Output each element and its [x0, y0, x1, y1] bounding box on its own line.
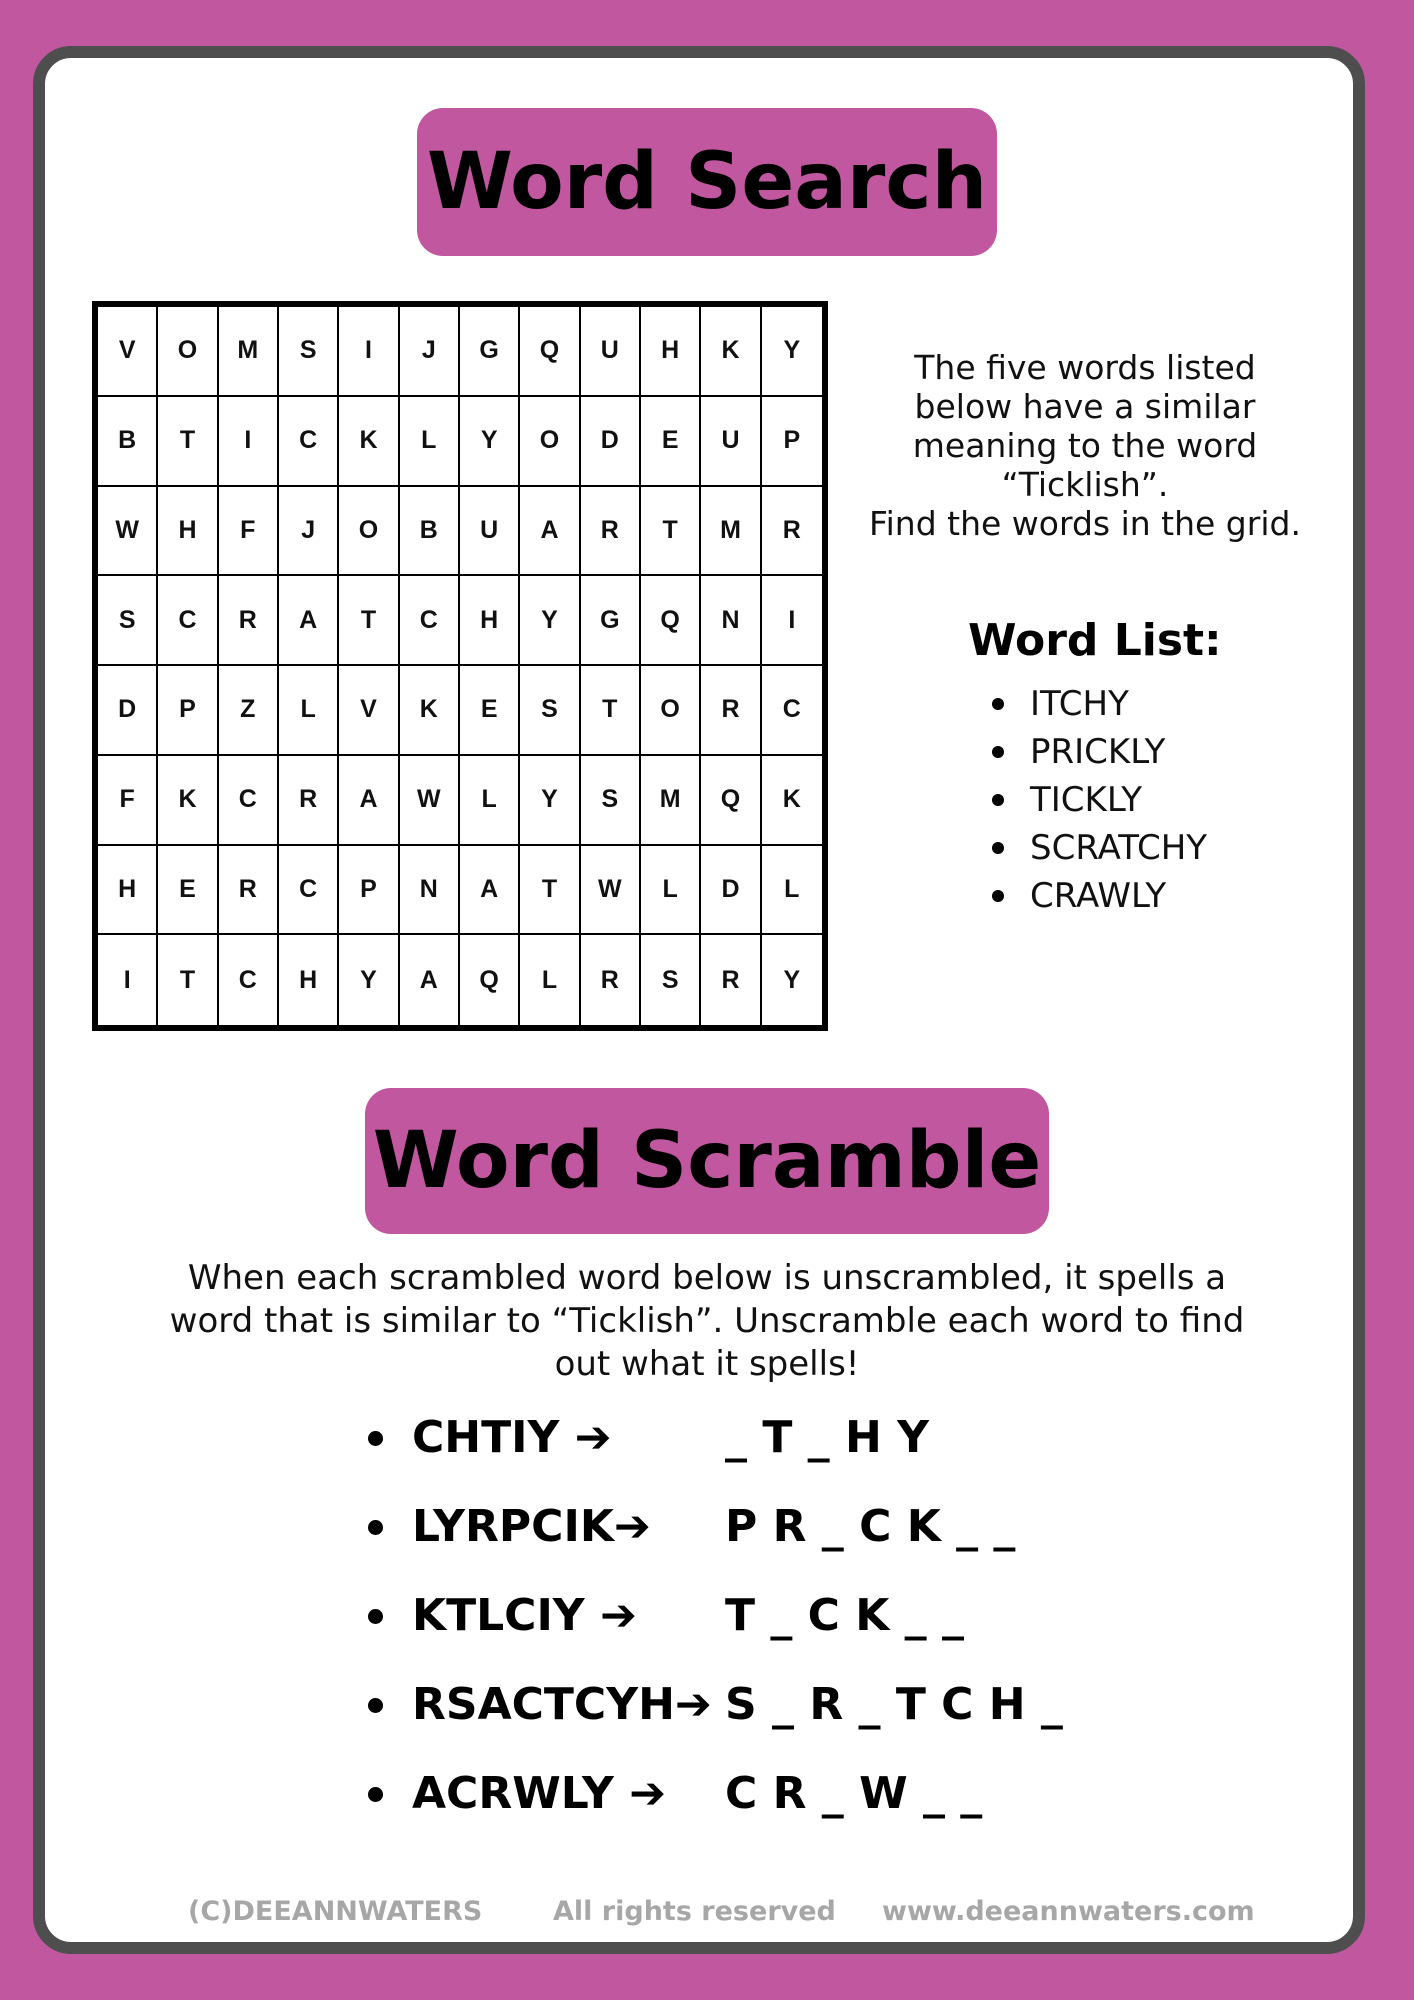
instruction-line: below have a similar [914, 387, 1256, 426]
bullet-icon [368, 1609, 383, 1624]
grid-cell: T [158, 935, 218, 1025]
bullet-icon [368, 1698, 383, 1713]
word-list-item [990, 680, 1207, 728]
grid-cell: S [279, 307, 339, 397]
grid-cell: C [219, 756, 279, 846]
grid-cell: R [701, 935, 761, 1025]
grid-cell: N [701, 576, 761, 666]
grid-cell: R [219, 846, 279, 936]
grid-cell: B [98, 397, 158, 487]
grid-cell: W [581, 846, 641, 936]
bullet-icon [992, 746, 1004, 758]
grid-cell: G [581, 576, 641, 666]
word-search-title: Word Search [417, 108, 997, 256]
grid-cell: M [219, 307, 279, 397]
grid-cell: P [762, 397, 822, 487]
grid-cell: W [400, 756, 460, 846]
grid-cell: V [98, 307, 158, 397]
grid-cell: T [158, 397, 218, 487]
grid-cell: V [339, 666, 399, 756]
grid-cell: N [400, 846, 460, 936]
grid-cell: I [762, 576, 822, 666]
grid-cell: C [219, 935, 279, 1025]
grid-cell: R [701, 666, 761, 756]
word-search-instructions [855, 348, 1315, 543]
bullet-icon [992, 842, 1004, 854]
word-list [990, 680, 1207, 920]
intro-line: out what it spells! [554, 1344, 860, 1384]
bullet-icon [368, 1520, 383, 1535]
grid-cell: R [219, 576, 279, 666]
grid-cell: R [762, 487, 822, 577]
word-scramble-intro [140, 1257, 1274, 1386]
grid-cell: K [400, 666, 460, 756]
grid-cell: Q [460, 935, 520, 1025]
word-list-heading: Word List: [968, 615, 1222, 666]
grid-cell: U [460, 487, 520, 577]
bullet-icon [992, 890, 1004, 902]
grid-cell: S [520, 666, 580, 756]
grid-cell: E [641, 397, 701, 487]
grid-cell: D [701, 846, 761, 936]
grid-cell: Y [460, 397, 520, 487]
grid-cell: K [701, 307, 761, 397]
intro-line: When each scrambled word below is unscrambled, it spells a [187, 1258, 1227, 1298]
grid-cell: F [98, 756, 158, 846]
bullet-icon [368, 1431, 383, 1446]
grid-cell: C [158, 576, 218, 666]
grid-cell: O [339, 487, 399, 577]
word-list-text: PRICKLY [1030, 732, 1166, 772]
grid-cell: Y [762, 307, 822, 397]
instruction-line: meaning to the word [912, 426, 1258, 465]
grid-cell: M [641, 756, 701, 846]
grid-cell: Q [641, 576, 701, 666]
grid-cell: H [641, 307, 701, 397]
word-list-text: SCRATCHY [1030, 828, 1208, 868]
grid-cell: Y [520, 576, 580, 666]
answer-hint: _ T _ H Y [725, 1412, 929, 1463]
grid-cell: O [641, 666, 701, 756]
scrambled-word: ACRWLY ➔ [412, 1768, 666, 1819]
grid-cell: I [98, 935, 158, 1025]
grid-cell: T [581, 666, 641, 756]
bullet-icon [992, 794, 1004, 806]
word-list-item [990, 776, 1207, 824]
grid-cell: T [520, 846, 580, 936]
grid-cell: L [520, 935, 580, 1025]
answer-hint: S _ R _ T C H _ [725, 1679, 1063, 1730]
scrambled-word: KTLCIY ➔ [412, 1590, 637, 1641]
grid-cell: K [158, 756, 218, 846]
grid-cell: K [762, 756, 822, 846]
grid-cell: Z [219, 666, 279, 756]
word-list-item [990, 728, 1207, 776]
grid-cell: D [581, 397, 641, 487]
grid-cell: C [400, 576, 460, 666]
word-list-text: ITCHY [1030, 684, 1129, 724]
grid-cell: C [762, 666, 822, 756]
grid-cell: T [339, 576, 399, 666]
grid-cell: R [581, 487, 641, 577]
instruction-line: “Ticklish”. [1001, 465, 1169, 504]
scrambled-word: RSACTCYH➔ [412, 1679, 712, 1730]
answer-hint: T _ C K _ _ [725, 1590, 964, 1641]
grid-cell: J [279, 487, 339, 577]
footer-copyright: (C)DEEANNWATERS [188, 1896, 483, 1927]
grid-cell: R [581, 935, 641, 1025]
grid-cell: A [520, 487, 580, 577]
grid-cell: Y [339, 935, 399, 1025]
grid-cell: Q [701, 756, 761, 846]
grid-cell: P [339, 846, 399, 936]
grid-cell: S [98, 576, 158, 666]
instruction-line: Find the words in the grid. [869, 504, 1301, 543]
answer-hint: P R _ C K _ _ [725, 1501, 1016, 1552]
grid-cell: P [158, 666, 218, 756]
grid-cell: A [339, 756, 399, 846]
grid-cell: E [158, 846, 218, 936]
grid-cell: L [279, 666, 339, 756]
grid-cell: B [400, 487, 460, 577]
word-list-item [990, 824, 1207, 872]
grid-cell: F [219, 487, 279, 577]
grid-cell: H [158, 487, 218, 577]
grid-cell: C [279, 846, 339, 936]
grid-cell: I [219, 397, 279, 487]
grid-cell: A [279, 576, 339, 666]
grid-cell: C [279, 397, 339, 487]
footer-website: www.deeannwaters.com [882, 1896, 1255, 1927]
grid-cell: G [460, 307, 520, 397]
grid-cell: Q [520, 307, 580, 397]
scrambled-word: CHTIY ➔ [412, 1412, 612, 1463]
grid-cell: H [460, 576, 520, 666]
grid-cell: E [460, 666, 520, 756]
grid-cell: S [641, 935, 701, 1025]
instruction-line: The five words listed [914, 348, 1256, 387]
grid-cell: O [520, 397, 580, 487]
grid-cell: U [581, 307, 641, 397]
grid-cell: A [460, 846, 520, 936]
word-search-grid [92, 301, 828, 1031]
word-list-text: TICKLY [1030, 780, 1143, 820]
grid-cell: W [98, 487, 158, 577]
grid-cell: D [98, 666, 158, 756]
grid-cell: U [701, 397, 761, 487]
footer-rights: All rights reserved [553, 1896, 836, 1927]
bullet-icon [368, 1787, 383, 1802]
grid-cell: L [762, 846, 822, 936]
word-scramble-title: Word Scramble [365, 1088, 1049, 1234]
word-list-text: CRAWLY [1030, 876, 1167, 916]
intro-line: word that is similar to “Ticklish”. Unscramble each word to find [169, 1301, 1245, 1341]
grid-cell: H [279, 935, 339, 1025]
grid-cell: I [339, 307, 399, 397]
grid-cell: O [158, 307, 218, 397]
grid-cell: M [701, 487, 761, 577]
answer-hint: C R _ W _ _ [725, 1768, 983, 1819]
grid-cell: S [581, 756, 641, 846]
grid-cell: Y [783, 965, 801, 994]
grid-cell: T [641, 487, 701, 577]
grid-cell: H [98, 846, 158, 936]
grid-cell: J [400, 307, 460, 397]
scrambled-word: LYRPCIK➔ [412, 1501, 651, 1552]
grid-cell: Y [520, 756, 580, 846]
grid-cell: L [400, 397, 460, 487]
grid-cell: R [279, 756, 339, 846]
grid-cell: K [339, 397, 399, 487]
grid-cell: L [460, 756, 520, 846]
grid-cell: L [641, 846, 701, 936]
bullet-icon [992, 698, 1004, 710]
grid-cell: A [400, 935, 460, 1025]
word-list-item [990, 872, 1207, 920]
